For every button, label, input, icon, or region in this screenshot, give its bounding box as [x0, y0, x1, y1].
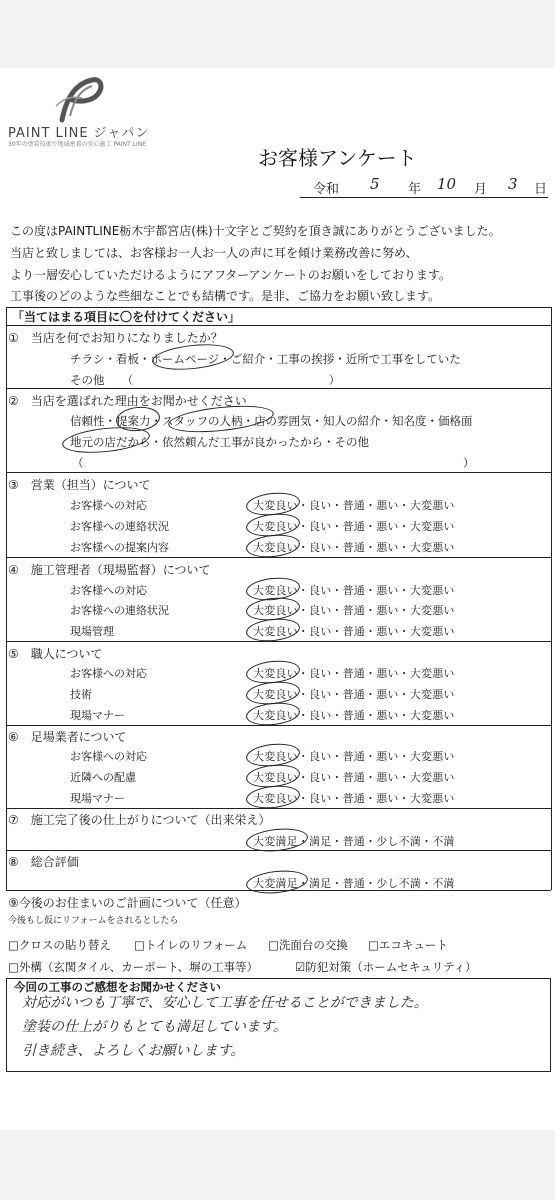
q1-options-line2[interactable]: その他 （ ） [70, 373, 341, 387]
q9-subtitle: 今後もし仮にリフォームをされるとしたら [8, 916, 179, 926]
q9-option-ecocute[interactable]: □エコキュート [368, 938, 448, 952]
q4-rating-3[interactable]: 大変良い・良い・普通・悪い・大変悪い [253, 625, 455, 638]
comment-title: 今回の工事のご感想をお聞かせください [14, 980, 221, 994]
q9-option-exterior[interactable]: □外構（玄関タイル、カーポート、塀の工事等） [8, 960, 259, 974]
date-day: 3 [508, 175, 518, 193]
q4-rating-1[interactable]: 大変良い・良い・普通・悪い・大変悪い [253, 584, 455, 597]
divider [6, 325, 551, 326]
q2-options-line2[interactable]: 地元の店だから・依然頼んだ工事が良かったから・その他 [70, 435, 369, 449]
date-year: 5 [370, 175, 380, 193]
q3-rating-2[interactable]: 大変良い・良い・普通・悪い・大変悪い [253, 520, 455, 533]
q6-rating-2[interactable]: 大変良い・良い・普通・悪い・大変悪い [253, 771, 455, 784]
page-title: お客様アンケート [258, 146, 417, 170]
q4-rating-2[interactable]: 大変良い・良い・普通・悪い・大変悪い [253, 604, 455, 617]
q4-item-1: お客様への対応 [70, 584, 147, 597]
box-right-border [551, 307, 552, 890]
q2-title: ② 当店を選ばれた理由をお聞かせください [8, 394, 247, 408]
intro-line-4: 工事後のどのような些細なことでも結構です。是非、ご協力をお願い致します。 [10, 289, 441, 303]
date-month-label: 月 [474, 182, 488, 197]
q6-title: ⑥ 足場業者について [8, 730, 127, 744]
logo-subtitle: 30年の塗装技術で地域密着の安心施工 PAINT LINE [8, 141, 147, 148]
q3-item-2: お客様への連絡状況 [70, 520, 169, 533]
q1-options-line1[interactable]: チラシ・看板・ホームページ・ご紹介・工事の挨拶・近所で工事をしていた [70, 352, 461, 366]
q5-rating-2[interactable]: 大変良い・良い・普通・悪い・大変悪い [253, 688, 455, 701]
q2-options-line1[interactable]: 信頼性・提案力・スタッフの人柄・店の雰囲気・知人の紹介・知名度・価格面 [70, 414, 473, 428]
q8-rating[interactable]: 大変満足・満足・普通・少し不満・不満 [253, 877, 455, 890]
instruction-text: 「当てはまる項目に〇を付けてください」 [12, 310, 241, 324]
date-year-label: 年 [408, 182, 422, 197]
divider [6, 557, 551, 558]
q5-item-1: お客様への対応 [70, 667, 147, 680]
q5-rating-3[interactable]: 大変良い・良い・普通・悪い・大変悪い [253, 709, 455, 722]
q6-rating-3[interactable]: 大変良い・良い・普通・悪い・大変悪い [253, 792, 455, 805]
q3-title: ③ 営業（担当）について [8, 478, 151, 492]
date-day-label: 日 [534, 182, 548, 197]
q5-item-3: 現場マナー [70, 709, 125, 722]
comment-line-3: 引き続き、よろしくお願いします。 [22, 1043, 245, 1059]
q4-item-3: 現場管理 [70, 625, 114, 638]
q6-item-2: 近隣への配慮 [70, 771, 136, 784]
box-bottom-border [6, 890, 551, 891]
q7-rating[interactable]: 大変満足・満足・普通・少し不満・不満 [253, 835, 455, 848]
divider [6, 472, 551, 473]
date-month: 10 [437, 175, 457, 193]
q3-item-1: お客様への対応 [70, 499, 147, 512]
q2-options-line3[interactable]: （ ） [72, 456, 475, 470]
q1-title: ① 当店を何でお知りになりましたか？ [8, 331, 223, 345]
q9-option-toilet[interactable]: □トイレのリフォーム [134, 938, 248, 952]
q4-item-2: お客様への連絡状況 [70, 604, 169, 617]
q5-rating-1[interactable]: 大変良い・良い・普通・悪い・大変悪い [253, 667, 455, 680]
logo-text: PAINT LINE ジャパン [8, 126, 150, 141]
divider [6, 808, 551, 809]
q5-title: ⑤ 職人について [8, 647, 103, 661]
q3-rating-3[interactable]: 大変良い・良い・普通・悪い・大変悪い [253, 541, 455, 554]
intro-line-3: より一層安心していただけるようにアフターアンケートのお願いをしております。 [10, 268, 451, 282]
divider [6, 725, 551, 726]
q7-title: ⑦ 施工完了後の仕上がりについて（出来栄え） [8, 813, 271, 827]
date-era: 令和 [313, 182, 340, 197]
comment-line-2: 塗装の仕上がりもとても満足しています。 [22, 1019, 287, 1035]
q5-item-2: 技術 [70, 688, 92, 701]
q9-option-washbasin[interactable]: □洗面台の交換 [268, 938, 348, 952]
date-underline [300, 197, 548, 198]
q6-item-3: 現場マナー [70, 792, 125, 805]
box-left-border [6, 307, 7, 890]
q8-title: ⑧ 総合評価 [8, 855, 79, 869]
q9-option-cloth[interactable]: □クロスの貼り替え [8, 938, 111, 952]
divider [6, 641, 551, 642]
q3-item-3: お客様への提案内容 [70, 541, 169, 554]
q4-title: ④ 施工管理者（現場監督）について [8, 563, 211, 577]
q9-title: ⑨今後のお住まいのご計画について（任意） [8, 896, 247, 910]
divider [6, 388, 551, 389]
divider [6, 850, 551, 851]
intro-line-2: 当店と致しましては、お客様お一人お一人の声に耳を傾け業務改善に努め、 [10, 246, 418, 260]
q6-rating-1[interactable]: 大変良い・良い・普通・悪い・大変悪い [253, 750, 455, 763]
comment-line-1: 対応がいつも丁寧で、安心して工事を任せることができました。 [22, 995, 428, 1011]
q6-item-1: お客様への対応 [70, 750, 147, 763]
paintline-logo-icon [48, 70, 108, 130]
intro-line-1: この度はPAINTLINE栃木宇都宮店(株)十文字とご契約を頂き誠にありがとうございました。 [10, 224, 501, 238]
q9-option-security[interactable]: ☑防犯対策（ホームセキュリティ） [295, 960, 477, 974]
q3-rating-1[interactable]: 大変良い・良い・普通・悪い・大変悪い [253, 499, 455, 512]
